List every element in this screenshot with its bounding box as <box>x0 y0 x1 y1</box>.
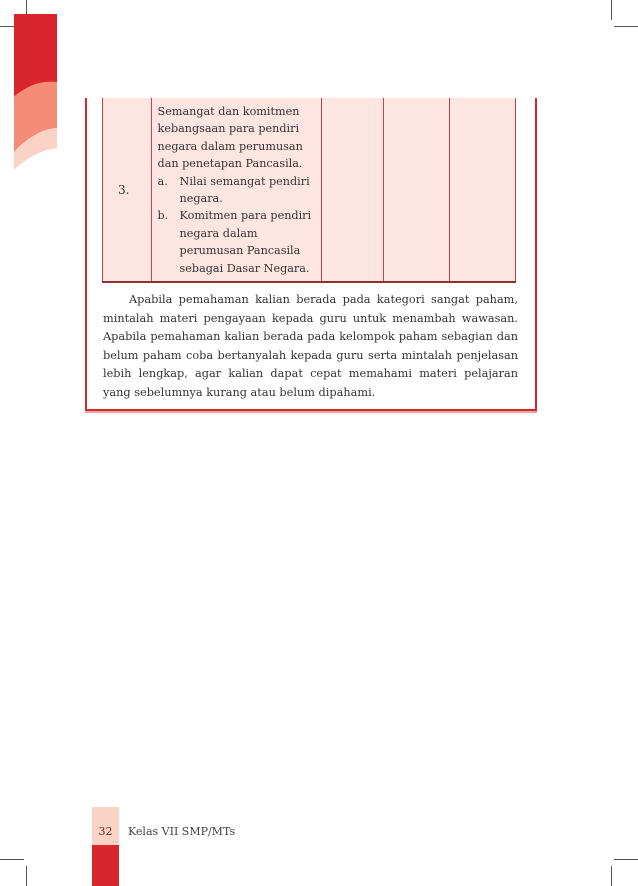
page-number: 32 <box>98 825 113 838</box>
list-item <box>158 207 317 277</box>
crop-mark <box>614 859 638 860</box>
crop-mark <box>26 866 27 886</box>
list-item <box>158 173 317 208</box>
item-text: Komitmen para pendiri negara dalam perumusan Pancasila sebagai Dasar Negara. <box>179 209 312 275</box>
check-cell <box>383 98 449 282</box>
table-row <box>103 98 516 282</box>
crop-mark <box>0 859 24 860</box>
statement-cell <box>151 98 321 282</box>
crop-mark <box>611 0 612 20</box>
item-label: b. <box>157 209 169 223</box>
footer-page-tab <box>92 807 119 886</box>
paragraph-text: Apabila pemahaman kalian berada pada kategori sangat paham, mintalah materi pengayaan kepada guru untuk menambah wawasan. Apabila pemahaman kalian berada pada kelompok paham sebagian dan belum paham coba bertanyalah kepada guru serta mintalah penjelasan lebih lengkap, agar kalian dapat cepat memahami materi pelajaran yang sebelumnya kurang atau belum dipahami. <box>103 293 518 399</box>
crop-mark <box>614 26 638 27</box>
item-label: a. <box>157 174 168 188</box>
statement-text: Semangat dan komitmen kebangsaan para pendiri negara dalam perumusan dan penetapan Pancasila. <box>157 105 303 171</box>
book-title: Kelas VII SMP/MTs <box>128 825 236 838</box>
chapter-side-tab <box>14 14 57 171</box>
evaluation-table <box>102 98 516 283</box>
check-cell <box>449 98 515 282</box>
check-cell <box>322 98 384 282</box>
instruction-paragraph <box>103 291 518 403</box>
row-number: 3. <box>103 98 152 282</box>
activity-box-shadow <box>85 411 537 413</box>
crop-mark <box>611 866 612 886</box>
item-text: Nilai semangat pendiri negara. <box>179 174 310 206</box>
